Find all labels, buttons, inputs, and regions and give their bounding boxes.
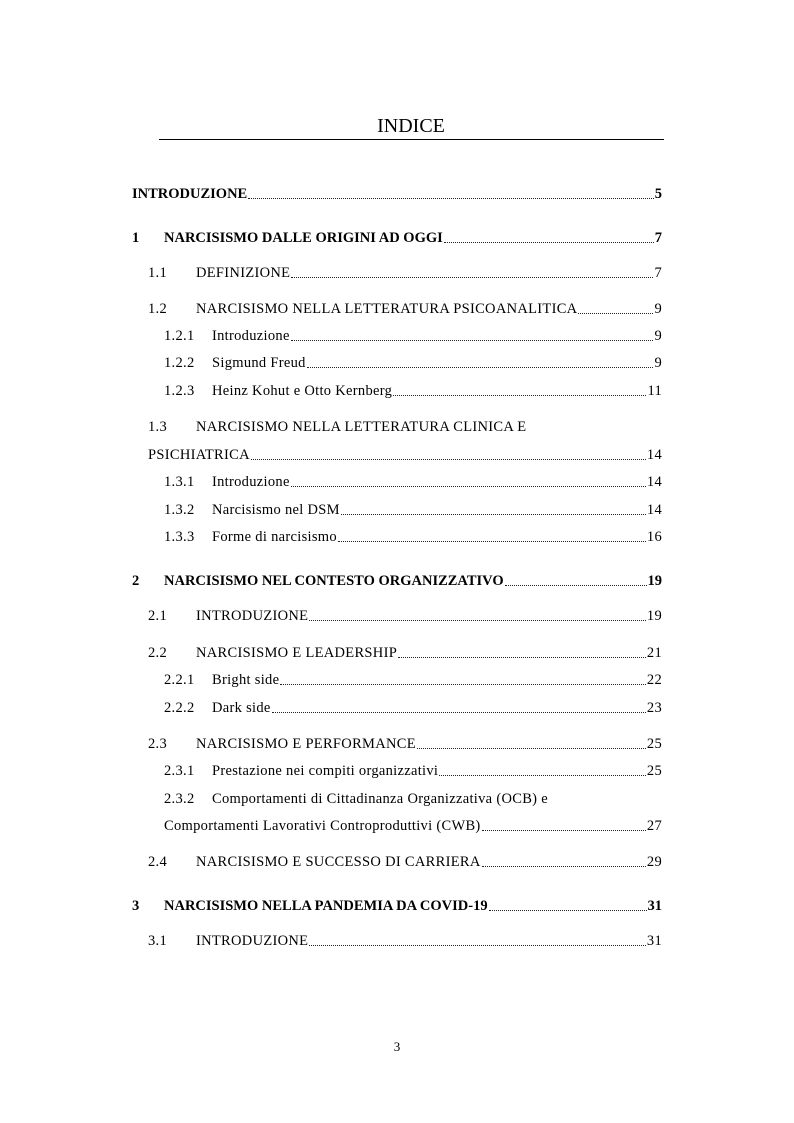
toc-entry-label: INTRODUZIONE <box>196 933 309 949</box>
toc-entry-page: 16 <box>646 529 662 545</box>
toc-entry-number: 3 <box>132 898 140 914</box>
toc-entry-label: PSICHIATRICA <box>148 447 250 463</box>
toc-entry-number: 1.2.2 <box>164 355 195 371</box>
toc-section-3-1[interactable] <box>148 931 662 951</box>
dot-leader <box>272 712 646 713</box>
toc-subsection-2-2-1[interactable] <box>164 670 662 690</box>
toc-entry-number: 2 <box>132 573 140 589</box>
toc-entry-page: 14 <box>646 447 662 463</box>
dot-leader <box>489 910 647 911</box>
dot-leader <box>248 198 654 199</box>
dot-leader <box>291 340 654 341</box>
toc-entry-page: 7 <box>654 265 662 281</box>
toc-entry-number: 1.2.1 <box>164 328 195 344</box>
toc-section-1-1[interactable] <box>148 263 662 283</box>
toc-entry-label: NARCISISMO E LEADERSHIP <box>196 645 398 661</box>
toc-chapter-2[interactable] <box>132 571 662 591</box>
page-number: 3 <box>393 1039 401 1054</box>
toc-entry-number: 2.3.2 <box>164 791 195 807</box>
toc-subsection-1-2-2[interactable] <box>164 353 662 373</box>
dot-leader <box>482 830 646 831</box>
toc-entry-number: 2.3 <box>148 736 168 752</box>
toc-entry-page: 27 <box>646 818 662 834</box>
toc-entry-number: 1.1 <box>148 265 168 281</box>
toc-entry-label: Dark side <box>212 700 271 716</box>
toc-entry-page: 25 <box>646 763 662 779</box>
toc-chapter-1[interactable] <box>132 228 662 248</box>
toc-entry-label: NARCISISMO NELLA LETTERATURA CLINICA E <box>196 419 527 435</box>
toc-entry-number: 1.2.3 <box>164 383 195 399</box>
toc-section-1-3-line1[interactable] <box>148 417 526 437</box>
toc-entry-page: 29 <box>646 854 662 870</box>
toc-entry-label: NARCISISMO E PERFORMANCE <box>196 736 416 752</box>
toc-entry-page: 22 <box>646 672 662 688</box>
toc-entry-label: Forme di narcisismo <box>212 529 337 545</box>
toc-subsection-2-3-2-line2[interactable] <box>164 816 662 836</box>
toc-entry-label: Introduzione <box>212 474 290 490</box>
toc-entry-number: 2.2 <box>148 645 168 661</box>
dot-leader <box>444 242 654 243</box>
toc-entry-number: 1.2 <box>148 301 168 317</box>
toc-entry-number: 2.4 <box>148 854 168 870</box>
toc-entry-page: 11 <box>647 383 662 399</box>
toc-entry-page: 9 <box>654 328 662 344</box>
toc-entry-page: 7 <box>654 230 662 246</box>
toc-subsection-1-3-3[interactable] <box>164 527 662 547</box>
toc-entry-page: 14 <box>646 474 662 490</box>
toc-entry-label: Comportamenti Lavorativi Controproduttivi (CWB) <box>164 818 481 834</box>
toc-entry-label: Prestazione nei compiti organizzativi <box>212 763 439 779</box>
toc-entry-introduzione[interactable] <box>132 184 662 204</box>
dot-leader <box>417 748 646 749</box>
toc-subsection-1-3-1[interactable] <box>164 472 662 492</box>
toc-entry-label: DEFINIZIONE <box>196 265 291 281</box>
toc-entry-label: INTRODUZIONE <box>196 608 309 624</box>
toc-entry-page: 9 <box>654 301 662 317</box>
dot-leader <box>280 684 646 685</box>
dot-leader <box>482 866 646 867</box>
dot-leader <box>439 775 646 776</box>
dot-leader <box>341 514 646 515</box>
toc-entry-label: Sigmund Freud <box>212 355 306 371</box>
toc-entry-page: 14 <box>646 502 662 518</box>
toc-entry-number: 1.3 <box>148 419 168 435</box>
toc-subsection-2-3-1[interactable] <box>164 761 662 781</box>
toc-entry-number: 2.1 <box>148 608 168 624</box>
dot-leader <box>393 395 646 396</box>
toc-section-2-2[interactable] <box>148 643 662 663</box>
toc-entry-number: 1.3.2 <box>164 502 195 518</box>
toc-section-1-2[interactable] <box>148 299 662 319</box>
toc-section-1-3-line2[interactable] <box>148 445 662 465</box>
toc-entry-page: 25 <box>646 736 662 752</box>
toc-section-2-1[interactable] <box>148 606 662 626</box>
page-title: INDICE <box>377 115 445 137</box>
title-underline <box>159 139 664 140</box>
toc-entry-label: NARCISISMO NELLA PANDEMIA DA COVID-19 <box>164 898 488 914</box>
toc-subsection-2-3-2-line1[interactable] <box>164 789 548 809</box>
toc-entry-number: 3.1 <box>148 933 168 949</box>
toc-section-2-3[interactable] <box>148 734 662 754</box>
toc-entry-number: 2.2.2 <box>164 700 195 716</box>
dot-leader <box>398 657 646 658</box>
toc-entry-number: 1.3.3 <box>164 529 195 545</box>
toc-entry-page: 19 <box>646 608 662 624</box>
toc-entry-label: Introduzione <box>212 328 290 344</box>
toc-entry-page: 21 <box>646 645 662 661</box>
toc-subsection-1-3-2[interactable] <box>164 500 662 520</box>
toc-entry-page: 23 <box>646 700 662 716</box>
toc-entry-page: 5 <box>654 186 662 202</box>
toc-entry-label: NARCISISMO E SUCCESSO DI CARRIERA <box>196 854 481 870</box>
toc-entry-number: 1.3.1 <box>164 474 195 490</box>
dot-leader <box>307 367 654 368</box>
toc-entry-page: 31 <box>646 933 662 949</box>
toc-entry-number: 2.2.1 <box>164 672 195 688</box>
dot-leader <box>291 486 646 487</box>
dot-leader <box>251 459 646 460</box>
toc-subsection-1-2-1[interactable] <box>164 326 662 346</box>
dot-leader <box>291 277 653 278</box>
toc-entry-page: 9 <box>654 355 662 371</box>
toc-entry-label: NARCISISMO NELLA LETTERATURA PSICOANALITICA <box>196 301 578 317</box>
dot-leader <box>338 541 646 542</box>
toc-entry-number: 2.3.1 <box>164 763 195 779</box>
dot-leader <box>309 620 646 621</box>
toc-entry-label: Bright side <box>212 672 280 688</box>
toc-entry-page: 19 <box>647 573 662 589</box>
toc-entry-label: Heinz Kohut e Otto Kernberg <box>212 383 393 399</box>
dot-leader <box>505 585 647 586</box>
toc-entry-label: NARCISISMO DALLE ORIGINI AD OGGI <box>164 230 443 246</box>
toc-subsection-2-2-2[interactable] <box>164 698 662 718</box>
dot-leader <box>578 313 653 314</box>
toc-section-2-4[interactable] <box>148 852 662 872</box>
dot-leader <box>309 945 646 946</box>
toc-chapter-3[interactable] <box>132 896 662 916</box>
toc-entry-label: Comportamenti di Cittadinanza Organizzativa (OCB) e <box>212 791 548 807</box>
toc-entry-page: 31 <box>647 898 662 914</box>
toc-entry-number: 1 <box>132 230 140 246</box>
toc-subsection-1-2-3[interactable] <box>164 381 662 401</box>
toc-entry-label: INTRODUZIONE <box>132 186 248 202</box>
toc-entry-label: Narcisismo nel DSM <box>212 502 340 518</box>
toc-entry-label: NARCISISMO NEL CONTESTO ORGANIZZATIVO <box>164 573 504 589</box>
